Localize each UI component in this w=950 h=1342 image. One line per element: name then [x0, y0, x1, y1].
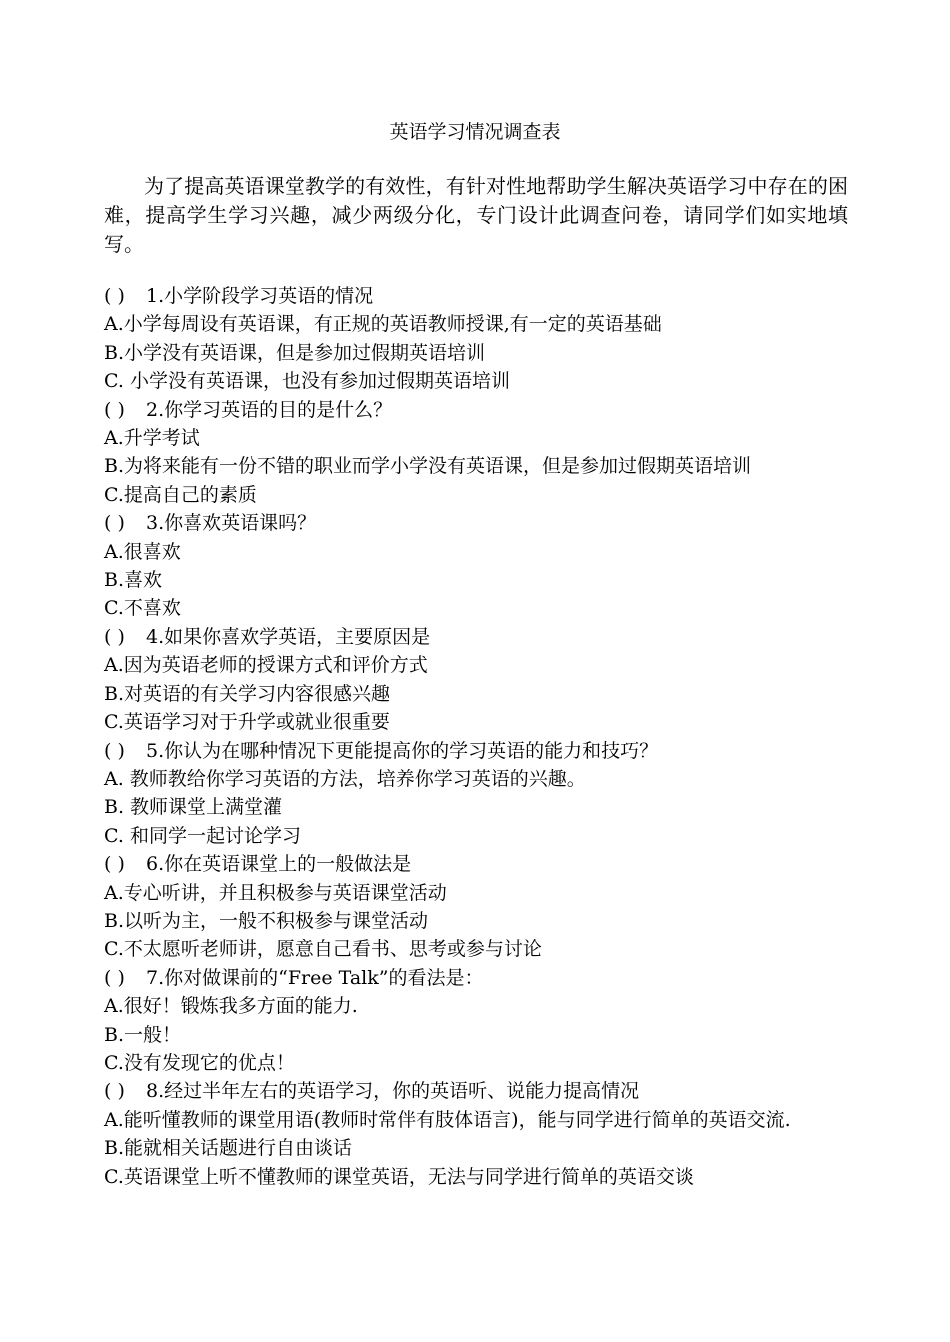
option-a: A.小学每周设有英语课，有正规的英语教师授课,有一定的英语基础 [104, 313, 662, 336]
option-b: B.对英语的有关学习内容很感兴趣 [104, 682, 391, 705]
option-b: B.以听为主，一般不积极参与课堂活动 [104, 909, 429, 932]
question-text: 7.你对做课前的“Free Talk”的看法是： [146, 966, 484, 989]
question-text: 4.如果你喜欢学英语，主要原因是 [146, 625, 431, 648]
question-text: 8.经过半年左右的英语学习，你的英语听、说能力提高情况 [146, 1080, 640, 1103]
option-c: C.不喜欢 [104, 597, 181, 620]
option-a: A.能听懂教师的课堂用语(教师时常伴有肢体语言)，能与同学进行简单的英语交流. [104, 1108, 791, 1131]
answer-blank[interactable]: ( ) [104, 739, 125, 762]
option-b: B.一般！ [104, 1023, 182, 1046]
option-a: A.很喜欢 [104, 540, 181, 563]
option-b: B. 教师课堂上满堂灌 [104, 796, 283, 819]
option-c: C.英语学习对于升学或就业很重要 [104, 711, 390, 734]
question-6 [104, 850, 854, 878]
option-c: C. 和同学一起讨论学习 [104, 824, 301, 847]
option-c: C.不太愿听老师讲，愿意自己看书、思考或参与讨论 [104, 938, 542, 961]
question-text: 1.小学阶段学习英语的情况 [146, 285, 374, 307]
answer-blank[interactable]: ( ) [104, 966, 125, 989]
option-a: A.因为英语老师的授课方式和评价方式 [104, 654, 428, 677]
answer-blank[interactable]: ( ) [104, 1080, 125, 1103]
option-c: C.没有发现它的优点！ [104, 1051, 295, 1074]
question-2 [104, 396, 854, 424]
intro-paragraph: 为了提高英语课堂教学的有效性，有针对性地帮助学生解决英语学习中存在的困难，提高学生学习兴趣，减少两级分化，专门设计此调查问卷，请同学们如实地填写。 [104, 174, 848, 256]
option-a: A. 教师教给你学习英语的方法，培养你学习英语的兴趣。 [104, 767, 586, 790]
question-8 [104, 1077, 854, 1105]
question-text: 3.你喜欢英语课吗？ [146, 512, 317, 535]
option-a: A.专心听讲，并且积极参与英语课堂活动 [104, 881, 447, 904]
question-4 [104, 623, 854, 651]
option-c: C. 小学没有英语课，也没有参加过假期英语培训 [104, 370, 510, 393]
answer-blank[interactable]: ( ) [104, 625, 125, 648]
option-c: C.提高自己的素质 [104, 483, 257, 506]
question-text: 5.你认为在哪种情况下更能提高你的学习英语的能力和技巧？ [146, 739, 659, 762]
option-b: B.小学没有英语课，但是参加过假期英语培训 [104, 341, 486, 364]
question-list [104, 282, 854, 1191]
answer-blank[interactable]: ( ) [104, 512, 125, 535]
question-7 [104, 964, 854, 992]
question-text: 2.你学习英语的目的是什么？ [146, 398, 393, 421]
option-a: A.很好！锻炼我多方面的能力. [104, 995, 358, 1018]
answer-blank[interactable]: ( ) [104, 398, 125, 421]
question-3 [104, 509, 854, 537]
option-b: B.喜欢 [104, 569, 163, 592]
option-b: B.为将来能有一份不错的职业而学小学没有英语课，但是参加过假期英语培训 [104, 455, 752, 478]
page-title: 英语学习情况调查表 [389, 121, 561, 143]
option-c: C.英语课堂上听不懂教师的课堂英语，无法与同学进行简单的英语交谈 [104, 1165, 694, 1188]
option-a: A.升学考试 [104, 427, 200, 450]
option-b: B.能就相关话题进行自由谈话 [104, 1137, 353, 1160]
question-1 [104, 282, 854, 310]
question-5 [104, 737, 854, 765]
question-text: 6.你在英语课堂上的一般做法是 [146, 853, 412, 876]
answer-blank[interactable]: ( ) [104, 853, 125, 876]
answer-blank[interactable]: ( ) [104, 285, 125, 307]
